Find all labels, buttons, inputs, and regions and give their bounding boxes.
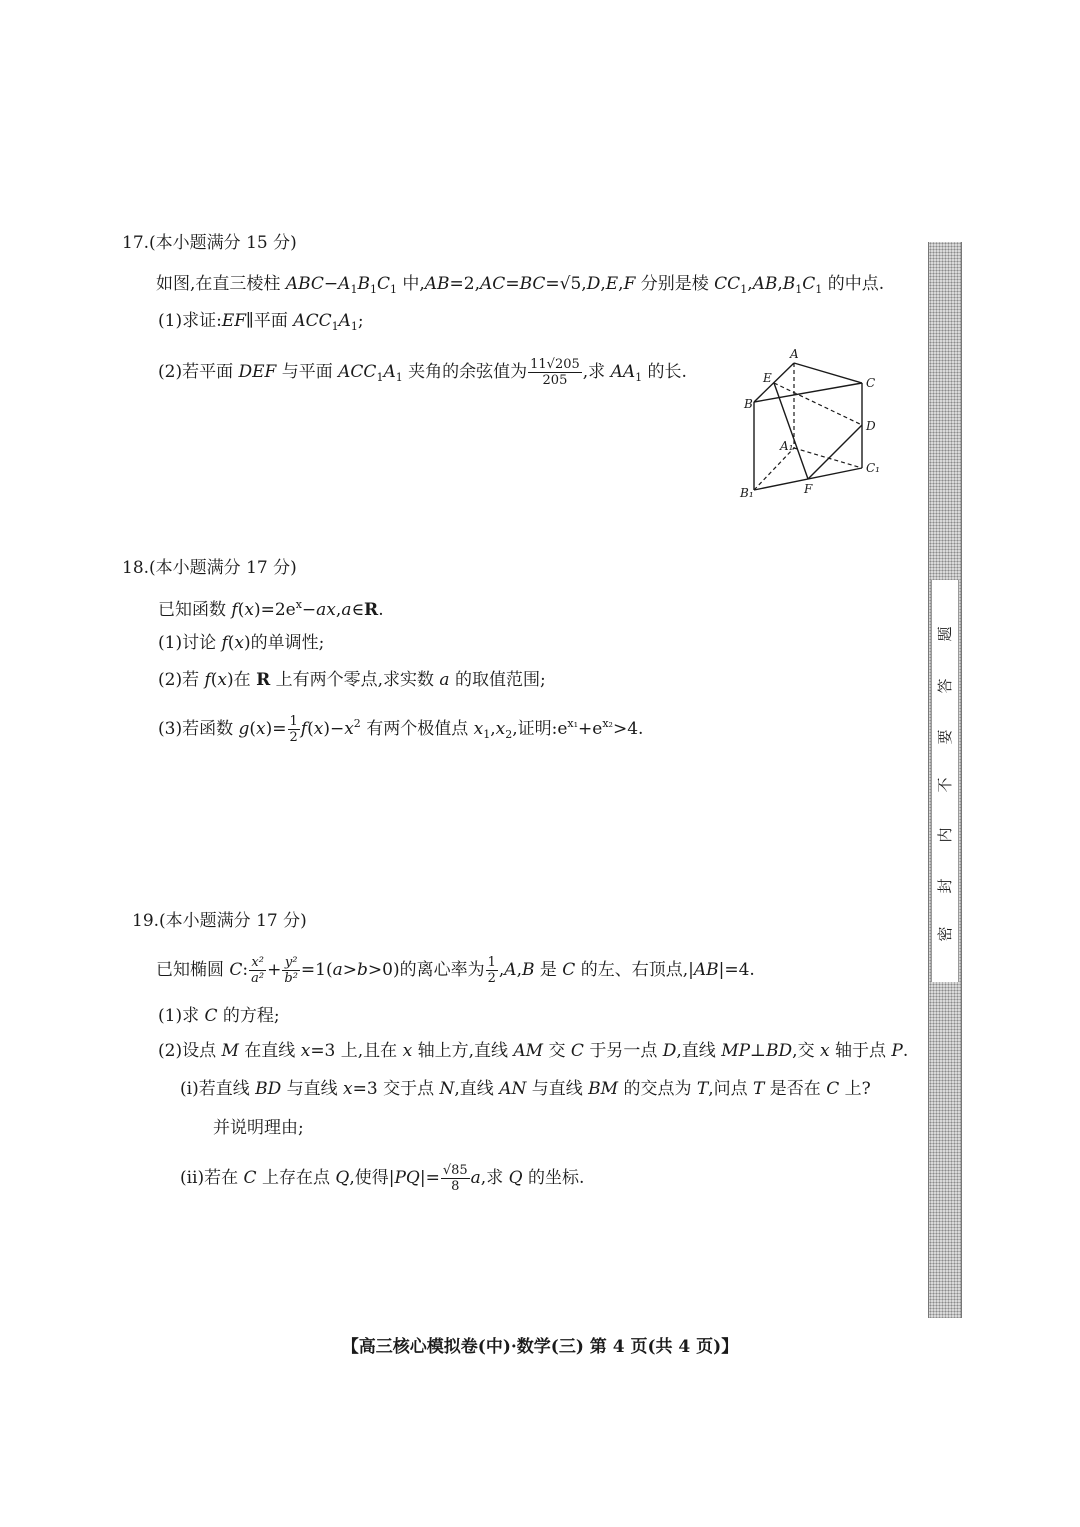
text-run: 与平面 (276, 362, 339, 382)
text-run: 1 (350, 320, 358, 333)
text-run: x (819, 1041, 830, 1061)
segment-ef (774, 383, 808, 479)
text-run: 的交点为 (618, 1079, 697, 1099)
text-run: |= (419, 1168, 440, 1188)
text-run: 的长. (642, 362, 687, 382)
text-run: 的左、右顶点,| (575, 960, 694, 980)
text-run: ,求 (582, 362, 611, 382)
text-run: CC (714, 274, 741, 294)
seal-char-7: 题 (936, 626, 954, 642)
text-run: ( (227, 633, 235, 653)
text-run: x (313, 719, 324, 739)
q19-part2 (158, 1040, 908, 1062)
q17-part1 (158, 310, 364, 338)
text-run: 1 (369, 283, 377, 296)
text-run: ( (237, 600, 245, 620)
label-d: D (866, 419, 876, 433)
text-run: a (470, 1168, 481, 1188)
text-run: AB (693, 960, 719, 980)
text-run: , (490, 719, 496, 739)
label-b1: B₁ (740, 486, 754, 500)
text-run: x (295, 598, 302, 611)
text-run: Q (335, 1168, 350, 1188)
label-f: F (804, 482, 813, 496)
text-run: , (618, 274, 624, 294)
text-run: 1 (635, 371, 643, 384)
q17-header: 17.(本小题满分 15 分) (122, 233, 297, 253)
text-run: , (335, 600, 342, 620)
q19-part2-i-cont: 并说明理由; (213, 1118, 304, 1138)
text-run: ,直线 (454, 1079, 500, 1099)
text-run: BM (588, 1079, 619, 1099)
text-run: a (332, 960, 343, 980)
text-run: 1 (740, 283, 748, 296)
text-run: AB (752, 274, 778, 294)
text-run: f (221, 633, 228, 653)
text-run: 1 (483, 728, 491, 741)
label-a1: A₁ (780, 439, 794, 453)
text-run: > (342, 960, 358, 980)
text-run: ∥平面 (246, 311, 294, 331)
text-run: T (753, 1079, 765, 1099)
text-run: 与直线 (526, 1079, 589, 1099)
text-run: ( (249, 719, 257, 739)
text-run: 轴上方,直线 (412, 1041, 514, 1061)
text-run: : (242, 960, 249, 980)
text-run: AM (513, 1041, 544, 1061)
text-run: 有两个极值点 (360, 719, 474, 739)
text-run: 如图,在直三棱柱 (156, 274, 286, 294)
cosine-fraction: $\frac{11√205}{205}$ (530, 357, 580, 388)
text-run: )的单调性; (244, 633, 325, 653)
text-run: =3 上,且在 (310, 1041, 403, 1061)
q19-part1 (158, 1005, 280, 1027)
text-run: f (231, 600, 238, 620)
text-run: x₁ (567, 717, 579, 730)
label-c1: C₁ (866, 461, 880, 475)
text-run: MP (721, 1041, 751, 1061)
label-b: B (744, 397, 753, 411)
text-run: f (300, 719, 308, 739)
text-run: >0)的离心率为 (367, 960, 485, 980)
text-run: − (301, 600, 317, 620)
eccentricity-fraction: $\frac{1}{2}$ (487, 955, 496, 986)
text-run: 1 (376, 371, 384, 384)
text-run: 夹角的余弦值为 (402, 362, 528, 382)
text-run: 上存在点 (256, 1168, 336, 1188)
text-run: + (267, 960, 282, 980)
text-run: N (439, 1079, 455, 1099)
text-run: x (244, 600, 254, 620)
text-run: 2 (353, 717, 361, 730)
text-run: A (504, 960, 517, 980)
text-run: PQ (394, 1168, 420, 1188)
text-run: 于另一点 (583, 1041, 663, 1061)
text-run: x (344, 719, 354, 739)
text-run: E (605, 274, 619, 294)
text-run: ,问点 (708, 1079, 754, 1099)
text-run: x (256, 719, 266, 739)
text-run: =3 交于点 (352, 1079, 440, 1099)
text-run: 的方程; (217, 1006, 280, 1026)
text-run: C (826, 1079, 840, 1099)
q18-header: 18.(本小题满分 17 分) (122, 558, 297, 578)
text-run: 上? (839, 1079, 871, 1099)
q19-part2-ii (180, 1163, 584, 1194)
text-run: (2)设点 (158, 1041, 222, 1061)
text-run: BD (766, 1041, 793, 1061)
text-run: AN (499, 1079, 527, 1099)
text-run: 1 (795, 283, 803, 296)
text-run: = (505, 274, 520, 294)
page-footer: 【高三核心模拟卷(中)·数学(三) 第 4 页(共 4 页)】 (341, 1337, 739, 1357)
text-run: R (364, 600, 379, 620)
text-run: (1)求证: (158, 311, 222, 331)
label-c: C (866, 376, 876, 390)
text-run: ⊥ (750, 1041, 767, 1061)
edge-a1c1-hidden (794, 448, 862, 468)
seal-char-6: 答 (936, 678, 954, 694)
text-run: 轴于点 (829, 1041, 892, 1061)
text-run: , (498, 960, 505, 980)
text-run: DEF (238, 362, 277, 382)
text-run: ,求 (480, 1168, 509, 1188)
text-run: x₂ (602, 717, 613, 730)
text-run: x (473, 719, 484, 739)
text-run: 中, (396, 274, 425, 294)
text-run: . (378, 600, 384, 620)
text-run: BC (519, 274, 546, 294)
text-run: =√5, (545, 274, 587, 294)
x2-over-a2: $\frac{\text{x²}}{\text{a²}}$ (251, 955, 265, 986)
text-run: +e (578, 719, 603, 739)
q19-part2-i (180, 1078, 871, 1100)
text-run: F (623, 274, 636, 294)
text-run: ax (316, 600, 336, 620)
text-run: C (204, 1006, 218, 1026)
text-run: 的中点. (822, 274, 885, 294)
seal-box (931, 580, 959, 982)
text-run: )− (323, 719, 345, 739)
text-run: R (256, 670, 271, 690)
text-run: (ⅱ)若在 (180, 1168, 244, 1188)
text-run: b (357, 960, 368, 980)
text-run: (3)若函数 (158, 719, 239, 739)
text-run: , (516, 960, 522, 980)
text-run: C (376, 274, 390, 294)
q17-part2 (158, 357, 687, 389)
segment-fd (808, 425, 862, 479)
text-run: (1)讨论 (158, 633, 222, 653)
text-run: M (221, 1041, 239, 1061)
text-run: 1 (395, 371, 403, 384)
text-run: AB (424, 274, 450, 294)
text-run: )=2e (253, 600, 296, 620)
q18-part2 (158, 669, 546, 691)
text-run: g (238, 719, 250, 739)
text-run: AA (610, 362, 636, 382)
text-run: ACC (338, 362, 377, 382)
text-run: ,交 (792, 1041, 820, 1061)
text-run: D (662, 1041, 677, 1061)
text-run: 1 (331, 320, 339, 333)
text-run: C (229, 960, 243, 980)
edge-ac (794, 363, 862, 383)
text-run: ,证明:e (512, 719, 568, 739)
text-run: 已知函数 (158, 600, 232, 620)
text-run: 1 (350, 283, 358, 296)
text-run: P (891, 1041, 903, 1061)
text-run: D (586, 274, 601, 294)
text-run: T (696, 1079, 709, 1099)
text-run: (1)求 (158, 1006, 205, 1026)
text-run: =2, (449, 274, 481, 294)
text-run: 的取值范围; (449, 670, 546, 690)
text-run: Q (508, 1168, 523, 1188)
text-run: x (495, 719, 506, 739)
text-run: 1 (815, 283, 823, 296)
q19-header: 19.(本小题满分 17 分) (132, 911, 307, 931)
text-run: x (343, 1079, 353, 1099)
text-run: 是否在 (764, 1079, 827, 1099)
text-run: ,使得| (349, 1168, 395, 1188)
text-run: , (777, 274, 783, 294)
text-run: ( (210, 670, 218, 690)
text-run: a (341, 600, 352, 620)
root85-over-8: $\frac{√85}{8}$ (442, 1163, 468, 1194)
seal-char-3: 内 (936, 827, 954, 843)
text-run: (2)若 (158, 670, 205, 690)
text-run: C (570, 1041, 584, 1061)
text-run: − (323, 274, 339, 294)
text-run: ,直线 (676, 1041, 722, 1061)
seal-char-2: 封 (936, 878, 954, 894)
text-run: BD (255, 1079, 282, 1099)
text-run: 2 (505, 728, 513, 741)
seal-char-5: 要 (936, 729, 954, 745)
text-run: x (300, 1041, 311, 1061)
text-run: A (338, 311, 351, 331)
seal-char-4: 不 (936, 777, 954, 793)
text-run: a (439, 670, 450, 690)
q18-part3 (158, 713, 643, 746)
text-run: C (562, 960, 576, 980)
text-run: x (217, 670, 228, 690)
q18-stem (158, 594, 384, 621)
text-run: >4. (612, 719, 644, 739)
text-run: 交 (543, 1041, 571, 1061)
text-run: C (802, 274, 816, 294)
text-run: 分别是棱 (635, 274, 715, 294)
y2-over-b2: $\frac{\text{y²}}{\text{b²}}$ (284, 955, 298, 986)
text-run: ACC (293, 311, 332, 331)
text-run: EF (221, 311, 247, 331)
text-run: B (521, 960, 535, 980)
q18-part1 (158, 632, 324, 654)
text-run: (ⅰ)若直线 (180, 1079, 256, 1099)
text-run: AC (480, 274, 506, 294)
label-e: E (763, 371, 772, 385)
text-run: 是 (534, 960, 563, 980)
text-run: ; (357, 311, 364, 331)
text-run: . (902, 1041, 909, 1061)
text-run: 1 (389, 283, 397, 296)
text-run: 与直线 (281, 1079, 344, 1099)
text-run: 的坐标. (522, 1168, 585, 1188)
text-run: 已知椭圆 (156, 960, 230, 980)
text-run: f (204, 670, 211, 690)
prism-figure (730, 340, 900, 510)
text-run: )= (265, 719, 287, 739)
label-a: A (790, 347, 799, 361)
q19-stem (156, 955, 755, 986)
text-run: 上有两个零点,求实数 (270, 670, 440, 690)
text-run: x (234, 633, 245, 653)
text-run: |=4. (718, 960, 755, 980)
text-run: (2)若平面 (158, 362, 239, 382)
text-run: x (402, 1041, 413, 1061)
text-run: )在 (227, 670, 257, 690)
q17-stem (156, 273, 884, 301)
seal-char-1: 密 (936, 926, 954, 942)
text-run: A (383, 362, 396, 382)
text-run: C (243, 1168, 257, 1188)
text-run: ABC (285, 274, 324, 294)
text-run: B (357, 274, 370, 294)
text-run: ∈ (351, 600, 365, 620)
half-fraction: $\frac{1}{2}$ (289, 714, 298, 745)
text-run: =1( (300, 960, 333, 980)
text-run: ( (307, 719, 314, 739)
text-run: 在直线 (238, 1041, 301, 1061)
text-run: , (600, 274, 606, 294)
text-run: A (338, 274, 351, 294)
text-run: B (782, 274, 796, 294)
text-run: , (747, 274, 753, 294)
